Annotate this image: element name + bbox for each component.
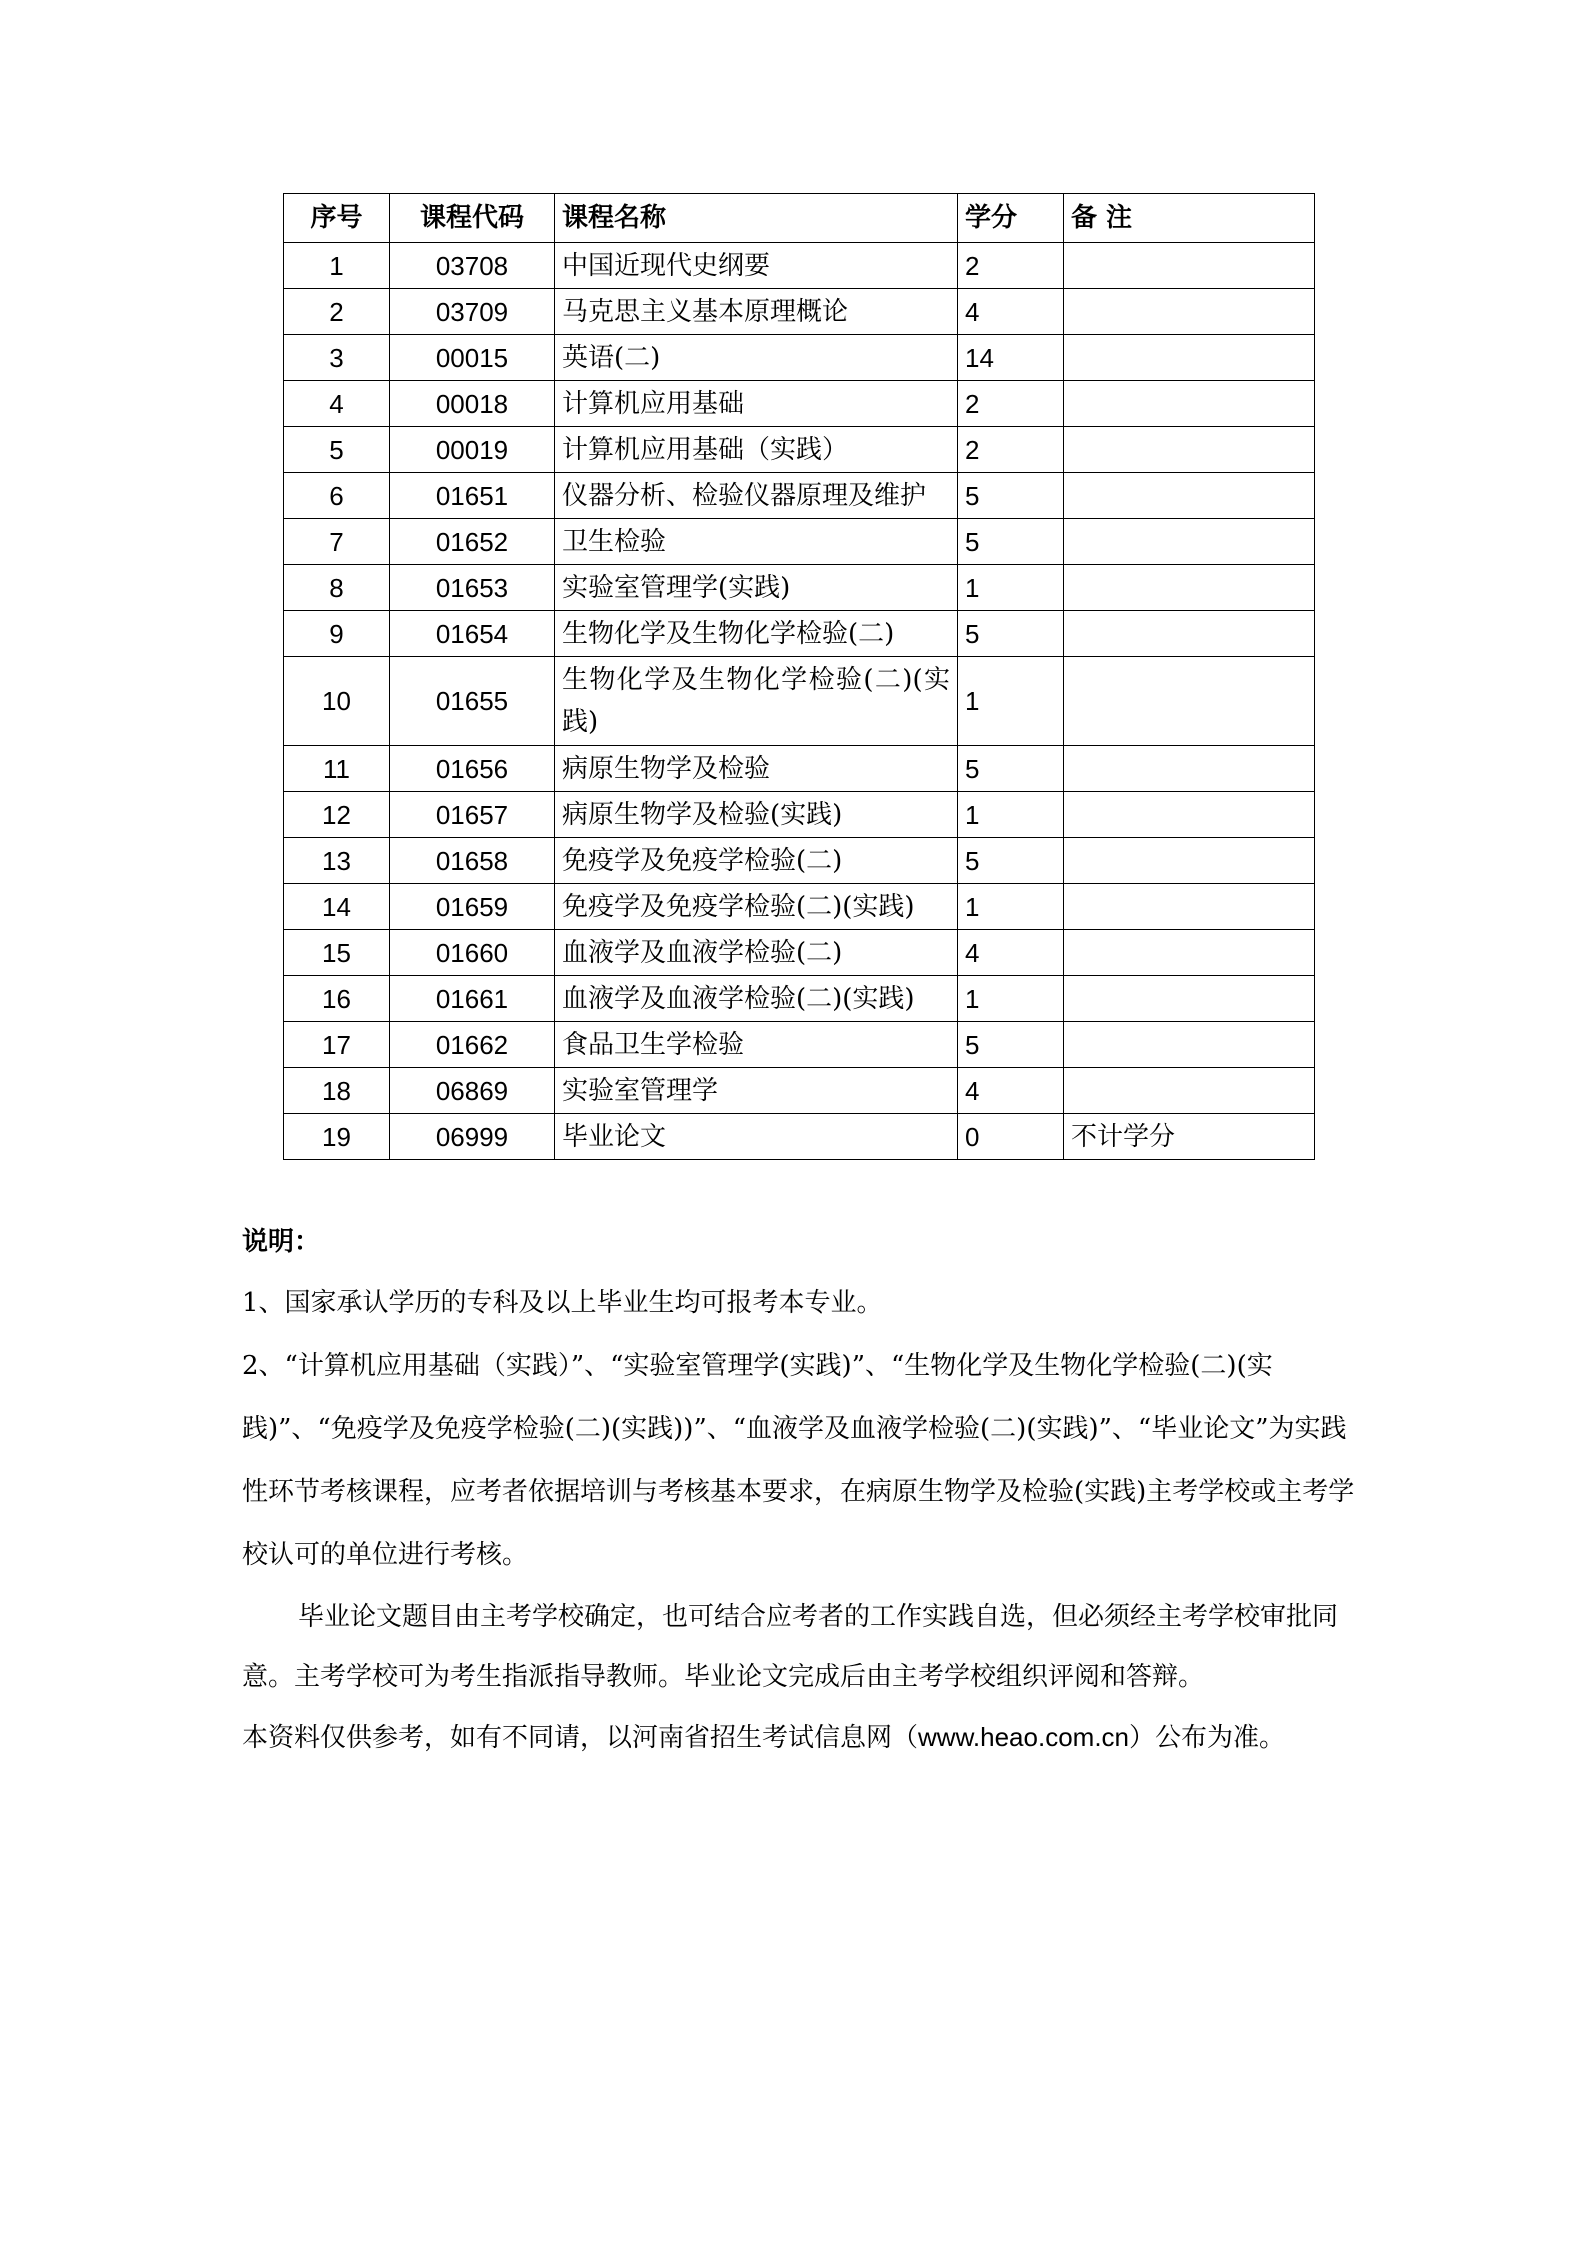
cell-course-name: 血液学及血液学检验(二) [555, 930, 958, 976]
table-row [284, 289, 1315, 335]
table-row [284, 1114, 1315, 1160]
cell-seq: 5 [284, 427, 390, 473]
cell-seq: 1 [284, 243, 390, 289]
cell-credit: 1 [958, 657, 1064, 746]
cell-seq: 14 [284, 884, 390, 930]
cell-credit: 1 [958, 792, 1064, 838]
cell-course-name: 毕业论文 [555, 1114, 958, 1160]
table-row [284, 381, 1315, 427]
disclaimer-text-before: 本资料仅供参考，如有不同请，以河南省招生考试信息网（ [242, 1723, 919, 1753]
table-row [284, 565, 1315, 611]
cell-credit: 14 [958, 335, 1064, 381]
cell-course-name: 病原生物学及检验(实践) [555, 792, 958, 838]
thesis-paragraph: 毕业论文题目由主考学校确定，也可结合应考者的工作实践自选，但必须经主考学校审批同意。主考学校可为考生指派指导教师。毕业论文完成后由主考学校组织评阅和答辩。 [242, 1602, 1339, 1692]
cell-note [1064, 1022, 1315, 1068]
note-item-1: 1、国家承认学历的专科及以上毕业生均可报考本专业。 [242, 1288, 883, 1318]
cell-seq: 9 [284, 611, 390, 657]
cell-credit: 5 [958, 473, 1064, 519]
table-row [284, 792, 1315, 838]
cell-course-name: 实验室管理学 [555, 1068, 958, 1114]
cell-course-code: 01662 [390, 1022, 555, 1068]
notes-title: 说明： [242, 1227, 321, 1257]
cell-seq: 13 [284, 838, 390, 884]
cell-course-code: 06869 [390, 1068, 555, 1114]
cell-course-code: 00019 [390, 427, 555, 473]
cell-course-code: 01656 [390, 746, 555, 792]
cell-credit: 4 [958, 289, 1064, 335]
cell-seq: 16 [284, 976, 390, 1022]
cell-note [1064, 746, 1315, 792]
cell-course-code: 01652 [390, 519, 555, 565]
cell-course-name: 生物化学及生物化学检验(二) [555, 611, 958, 657]
table-row [284, 243, 1315, 289]
cell-course-name: 计算机应用基础 [555, 381, 958, 427]
cell-credit: 2 [958, 427, 1064, 473]
cell-seq: 3 [284, 335, 390, 381]
cell-course-code: 01654 [390, 611, 555, 657]
cell-note [1064, 243, 1315, 289]
cell-course-name: 生物化学及生物化学检验(二)(实践) [555, 657, 958, 746]
cell-seq: 19 [284, 1114, 390, 1160]
table-row [284, 335, 1315, 381]
cell-credit: 1 [958, 565, 1064, 611]
cell-note [1064, 427, 1315, 473]
header-course-name: 课程名称 [555, 194, 958, 243]
note-item-2: 2、“计算机应用基础（实践）”、“实验室管理学(实践)”、“生物化学及生物化学检验(二)(实践)”、“免疫学及免疫学检验(二)(实践))”、“血液学及血液学检验(二)(实践)”、“毕业论文”为实践性环节考核课程，应考者依据培训与考核基本要求，在病原生物学及检验(实践)主考学校或主考学校认可的单位进行考核。 [242, 1351, 1355, 1570]
header-note: 备 注 [1064, 194, 1315, 243]
cell-course-code: 01651 [390, 473, 555, 519]
table-row [284, 1022, 1315, 1068]
cell-course-code: 00015 [390, 335, 555, 381]
cell-note [1064, 792, 1315, 838]
cell-note [1064, 611, 1315, 657]
cell-seq: 11 [284, 746, 390, 792]
cell-note [1064, 930, 1315, 976]
cell-note [1064, 381, 1315, 427]
cell-seq: 12 [284, 792, 390, 838]
cell-course-name: 计算机应用基础（实践） [555, 427, 958, 473]
cell-credit: 2 [958, 243, 1064, 289]
cell-seq: 2 [284, 289, 390, 335]
header-course-code: 课程代码 [390, 194, 555, 243]
cell-note: 不计学分 [1064, 1114, 1315, 1160]
cell-credit: 1 [958, 884, 1064, 930]
cell-course-name: 马克思主义基本原理概论 [555, 289, 958, 335]
cell-note [1064, 884, 1315, 930]
course-table [283, 193, 1315, 1160]
table-row [284, 427, 1315, 473]
cell-note [1064, 657, 1315, 746]
header-seq: 序号 [284, 194, 390, 243]
cell-note [1064, 519, 1315, 565]
cell-note [1064, 976, 1315, 1022]
cell-course-code: 01657 [390, 792, 555, 838]
cell-note [1064, 1068, 1315, 1114]
table-row [284, 1068, 1315, 1114]
cell-seq: 17 [284, 1022, 390, 1068]
cell-course-code: 01660 [390, 930, 555, 976]
cell-course-name: 食品卫生学检验 [555, 1022, 958, 1068]
cell-course-code: 03708 [390, 243, 555, 289]
table-row [284, 657, 1315, 746]
cell-course-code: 01655 [390, 657, 555, 746]
disclaimer [242, 1707, 1360, 1768]
disclaimer-text-after: ）公布为准。 [1129, 1723, 1286, 1753]
cell-seq: 18 [284, 1068, 390, 1114]
cell-course-name: 实验室管理学(实践) [555, 565, 958, 611]
cell-seq: 10 [284, 657, 390, 746]
cell-credit: 4 [958, 930, 1064, 976]
notes-section [242, 1222, 1360, 1768]
cell-credit: 0 [958, 1114, 1064, 1160]
cell-credit: 2 [958, 381, 1064, 427]
table-row [284, 473, 1315, 519]
cell-course-name: 卫生检验 [555, 519, 958, 565]
cell-course-code: 06999 [390, 1114, 555, 1160]
table-row [284, 976, 1315, 1022]
cell-course-code: 01658 [390, 838, 555, 884]
cell-course-name: 血液学及血液学检验(二)(实践) [555, 976, 958, 1022]
table-row [284, 884, 1315, 930]
website-url: www.heao.com.cn [918, 1722, 1129, 1752]
cell-course-name: 仪器分析、检验仪器原理及维护 [555, 473, 958, 519]
cell-course-name: 中国近现代史纲要 [555, 243, 958, 289]
cell-course-code: 01659 [390, 884, 555, 930]
table-header-row [284, 194, 1315, 243]
cell-note [1064, 565, 1315, 611]
cell-credit: 5 [958, 611, 1064, 657]
cell-note [1064, 838, 1315, 884]
cell-note [1064, 335, 1315, 381]
cell-seq: 7 [284, 519, 390, 565]
cell-seq: 4 [284, 381, 390, 427]
table-row [284, 611, 1315, 657]
table-row [284, 838, 1315, 884]
header-credit: 学分 [958, 194, 1064, 243]
cell-seq: 15 [284, 930, 390, 976]
cell-credit: 5 [958, 1022, 1064, 1068]
cell-course-code: 01653 [390, 565, 555, 611]
table-row [284, 519, 1315, 565]
cell-course-name: 病原生物学及检验 [555, 746, 958, 792]
cell-credit: 4 [958, 1068, 1064, 1114]
cell-course-name: 英语(二) [555, 335, 958, 381]
cell-seq: 8 [284, 565, 390, 611]
cell-credit: 5 [958, 838, 1064, 884]
table-row [284, 746, 1315, 792]
cell-course-name: 免疫学及免疫学检验(二)(实践) [555, 884, 958, 930]
cell-course-code: 01661 [390, 976, 555, 1022]
cell-credit: 5 [958, 746, 1064, 792]
cell-seq: 6 [284, 473, 390, 519]
cell-course-code: 03709 [390, 289, 555, 335]
cell-credit: 5 [958, 519, 1064, 565]
cell-course-code: 00018 [390, 381, 555, 427]
table-row [284, 930, 1315, 976]
cell-course-name: 免疫学及免疫学检验(二) [555, 838, 958, 884]
cell-note [1064, 289, 1315, 335]
cell-credit: 1 [958, 976, 1064, 1022]
cell-note [1064, 473, 1315, 519]
